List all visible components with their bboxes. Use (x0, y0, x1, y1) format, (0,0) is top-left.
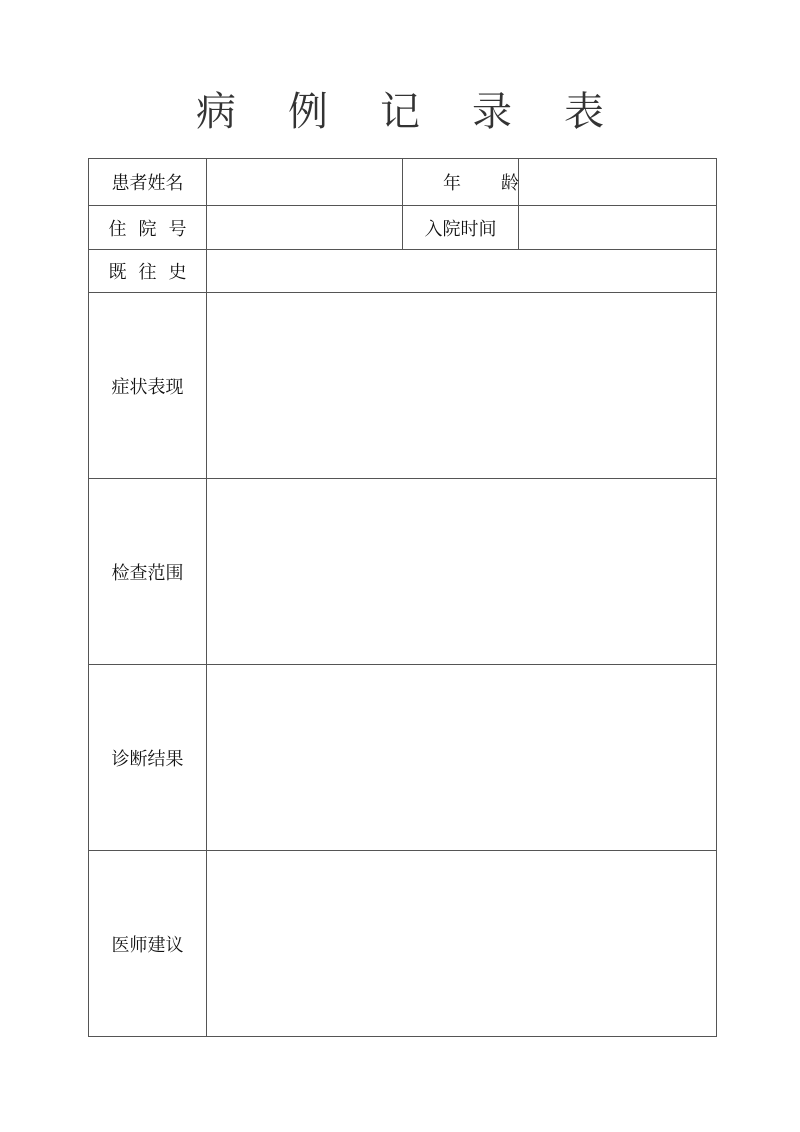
history-field[interactable] (207, 250, 717, 293)
exam-field[interactable] (207, 479, 717, 665)
table-row (89, 159, 717, 206)
exam-label: 检查范围 (89, 479, 207, 665)
admission-time-field[interactable] (519, 206, 717, 250)
medical-record-table (88, 158, 717, 1037)
diagnosis-field[interactable] (207, 665, 717, 851)
admission-no-field[interactable] (207, 206, 403, 250)
history-label: 既往史 (89, 250, 207, 293)
title-char-3: 记 (380, 88, 420, 135)
page-title (0, 80, 800, 136)
admission-time-label: 入院时间 (403, 206, 519, 250)
age-label: 年龄 (403, 159, 519, 206)
title-char-1: 病 (196, 88, 236, 135)
table-row (89, 250, 717, 293)
advice-label: 医师建议 (89, 851, 207, 1037)
admission-no-label: 住院号 (89, 206, 207, 250)
table-row (89, 206, 717, 250)
title-char-5: 表 (564, 88, 604, 135)
diagnosis-label: 诊断结果 (89, 665, 207, 851)
table-row (89, 851, 717, 1037)
title-char-2: 例 (288, 88, 328, 135)
table-row (89, 665, 717, 851)
title-char-4: 录 (472, 88, 512, 135)
table-row (89, 293, 717, 479)
symptoms-label: 症状表现 (89, 293, 207, 479)
symptoms-field[interactable] (207, 293, 717, 479)
patient-name-field[interactable] (207, 159, 403, 206)
advice-field[interactable] (207, 851, 717, 1037)
patient-name-label: 患者姓名 (89, 159, 207, 206)
table-row (89, 479, 717, 665)
